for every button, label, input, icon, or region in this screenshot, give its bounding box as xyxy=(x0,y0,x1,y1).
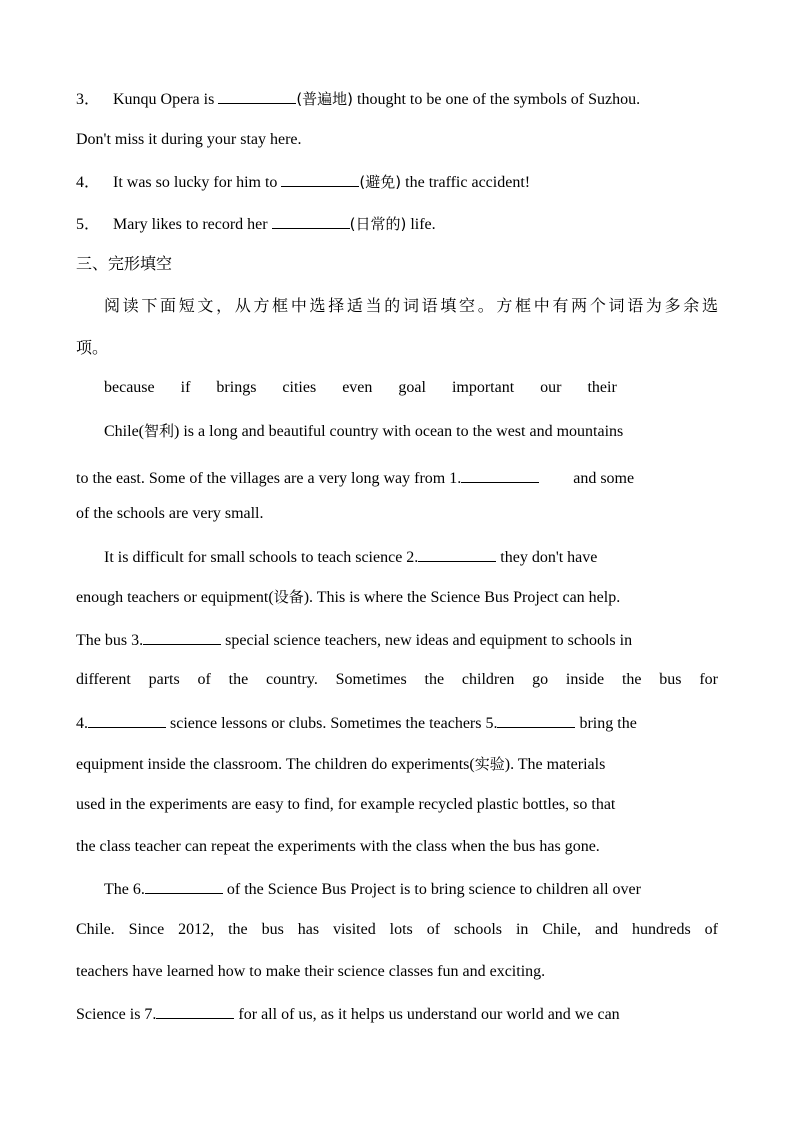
exercise-text: the traffic accident! xyxy=(401,174,531,191)
exercise-5 xyxy=(76,213,718,235)
passage-text: It is difficult for small schools to teach science 2. xyxy=(104,549,419,566)
passage-line xyxy=(76,629,718,651)
passage-line xyxy=(104,421,716,442)
answer-blank[interactable] xyxy=(281,171,359,187)
passage-line xyxy=(76,1003,718,1025)
exercise-number: 4． xyxy=(76,174,101,191)
instructions-line-2: 项。 xyxy=(76,338,109,357)
passage-line xyxy=(76,754,718,775)
answer-blank-5[interactable] xyxy=(497,712,575,728)
exercise-number: 3． xyxy=(76,91,101,108)
answer-blank[interactable] xyxy=(218,88,296,104)
passage-text: for all of us, as it helps us understand our world and we can xyxy=(234,1006,620,1023)
word-bank-item: brings xyxy=(216,379,257,396)
hint-text: (普遍地) xyxy=(296,90,354,108)
exercise-text: thought to be one of the symbols of Suzhou. xyxy=(353,91,641,108)
passage-line: Chile. Since 2012, the bus has visited lots of schools in Chile, and hundreds of xyxy=(76,921,718,938)
passage-line: the class teacher can repeat the experiments with the class when the bus has gone. xyxy=(76,838,600,855)
exercise-number: 5． xyxy=(76,216,101,233)
passage-text: science lessons or clubs. Sometimes the teachers 5. xyxy=(166,715,498,732)
passage-text: enough teachers or equipment( xyxy=(76,589,274,606)
hint-text: (避免) xyxy=(359,173,402,191)
instructions-line-1: 阅读下面短文，从方框中选择适当的词语填空。方框中有两个词语为多余选 xyxy=(104,296,718,315)
passage-text: The 6. xyxy=(104,881,145,898)
section-title: 三、完形填空 xyxy=(76,254,173,273)
word-bank-item: cities xyxy=(282,379,317,396)
passage-line xyxy=(76,467,718,489)
hint-text: (日常的) xyxy=(349,215,407,233)
passage-text: special science teachers, new ideas and equipment to schools in xyxy=(221,632,633,649)
passage-line xyxy=(104,878,718,900)
passage-line xyxy=(76,587,718,608)
passage-text: 智利 xyxy=(144,422,175,440)
answer-blank-3[interactable] xyxy=(143,629,221,645)
passage-text: ). This is where the Science Bus Project can help. xyxy=(303,589,621,606)
passage-line xyxy=(76,712,718,734)
passage-text: 4. xyxy=(76,715,88,732)
passage-text: 设备 xyxy=(273,588,304,606)
exercise-3-continued: Don't miss it during your stay here. xyxy=(76,131,302,148)
word-bank-item: even xyxy=(342,379,373,396)
passage-line: different parts of the country. Sometimes the children go inside the bus for xyxy=(76,671,718,688)
passage-text: of the Science Bus Project is to bring science to children all over xyxy=(222,881,641,898)
word-bank-item: our xyxy=(540,379,562,396)
exercise-text: It was so lucky for him to xyxy=(113,174,282,191)
passage-line: teachers have learned how to make their science classes fun and exciting. xyxy=(76,963,546,980)
passage-text: to the east. Some of the villages are a very long way from 1. xyxy=(76,470,462,487)
word-bank-item: their xyxy=(587,379,617,396)
answer-blank-1[interactable] xyxy=(461,467,539,483)
answer-blank-7[interactable] xyxy=(156,1003,234,1019)
passage-text: Science is 7. xyxy=(76,1006,157,1023)
exercise-4 xyxy=(76,171,718,193)
passage-text: equipment inside the classroom. The children do experiments( xyxy=(76,756,475,773)
passage-text: ) is a long and beautiful country with ocean to the west and mountains xyxy=(174,423,624,440)
passage-line: used in the experiments are easy to find, for example recycled plastic bottles, so that xyxy=(76,796,616,813)
exercise-text: Kunqu Opera is xyxy=(113,91,219,108)
passage-line xyxy=(104,546,718,568)
exercise-text: life. xyxy=(406,216,436,233)
word-bank-item: because xyxy=(104,379,155,396)
word-bank-item: important xyxy=(451,379,515,396)
word-bank-item: goal xyxy=(398,379,426,396)
passage-line: of the schools are very small. xyxy=(76,505,264,522)
passage-text: ). The materials xyxy=(504,756,606,773)
word-bank-item: if xyxy=(180,379,191,396)
word-bank xyxy=(104,378,643,398)
answer-blank-2[interactable] xyxy=(418,546,496,562)
answer-blank-6[interactable] xyxy=(145,878,223,894)
passage-text: they don't have xyxy=(496,549,598,566)
passage-text: The bus 3. xyxy=(76,632,144,649)
exercise-text: Mary likes to record her xyxy=(113,216,272,233)
passage-text: and some xyxy=(573,470,635,487)
answer-blank-4[interactable] xyxy=(88,712,166,728)
passage-text: 实验 xyxy=(474,755,505,773)
passage-text: Chile( xyxy=(104,423,144,440)
exercise-3 xyxy=(76,88,718,110)
passage-text: bring the xyxy=(575,715,637,732)
answer-blank[interactable] xyxy=(272,213,350,229)
